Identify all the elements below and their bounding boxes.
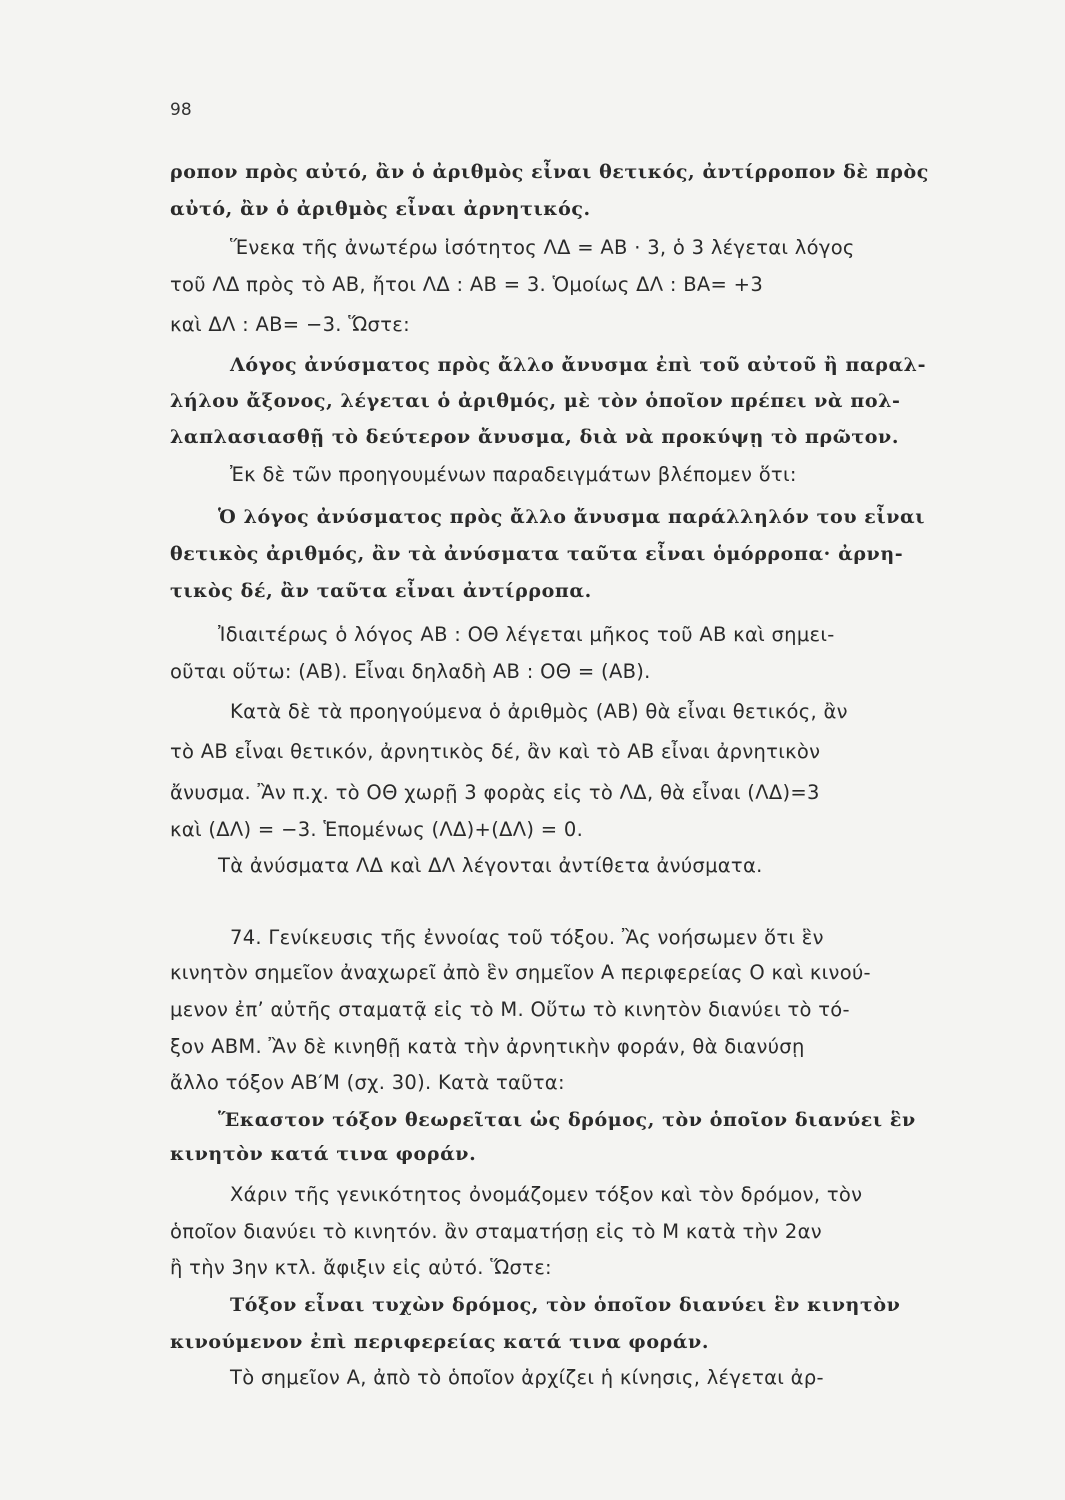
theorem-line: τικὸς δέ, ἂν ταῦτα εἶναι ἀντίρροπα. (170, 580, 592, 602)
section-heading-74: 74. Γενίκευσις τῆς ἐννοίας τοῦ τόξου. Ἂς νοήσωμεν ὅτι ἓν (230, 926, 824, 949)
text-line: αὐτό, ἂν ὁ ἀριθμὸς εἶναι ἀρνητικός. (170, 198, 591, 220)
text-line: ἄνυσμα. Ἂν π.χ. τὸ ΟΘ χωρῇ 3 φορὰς εἰς τὸ ΛΔ, θὰ εἶναι (ΛΔ)=3 (170, 781, 820, 804)
text-line: Ἰδιαιτέρως ὁ λόγος ΑΒ : ΟΘ λέγεται μῆκος τοῦ ΑΒ καὶ σημει- (218, 623, 835, 646)
text-line: καὶ ΔΛ : ΑΒ= −3. Ὥστε: (170, 313, 410, 336)
text-line: οῦται οὕτω: (ΑΒ). Εἶναι δηλαδὴ ΑΒ : ΟΘ = (ΑΒ). (170, 660, 651, 683)
text-line: Κατὰ δὲ τὰ προηγούμενα ὁ ἀριθμὸς (ΑΒ) θὰ εἶναι θετικός, ἂν (230, 700, 848, 723)
text-line: Τὸ σημεῖον Α, ἀπὸ τὸ ὁποῖον ἀρχίζει ἡ κίνησις, λέγεται ἀρ- (230, 1366, 824, 1389)
text-line: Τὰ ἀνύσματα ΛΔ καὶ ΔΛ λέγονται ἀντίθετα ἀνύσματα. (218, 854, 763, 877)
text-line: Ἐκ δὲ τῶν προηγουμένων παραδειγμάτων βλέπομεν ὅτι: (230, 463, 797, 486)
definition-line: Ἕκαστον τόξον θεωρεῖται ὡς δρόμος, τὸν ὁποῖον διανύει ἓν (218, 1109, 916, 1131)
text-line: τὸ ΑΒ εἶναι θετικόν, ἀρνητικὸς δέ, ἂν καὶ τὸ ΑΒ εἶναι ἀρνητικὸν (170, 740, 821, 763)
text-line: ἢ τὴν 3ην κτλ. ἄφιξιν εἰς αὐτό. Ὥστε: (170, 1256, 552, 1279)
definition-line: Τόξον εἶναι τυχὼν δρόμος, τὸν ὁποῖον διανύει ἓν κινητὸν (230, 1294, 901, 1316)
text-line: ἄλλο τόξον ΑΒ′Μ (σχ. 30). Κατὰ ταῦτα: (170, 1071, 565, 1094)
text-line: καὶ (ΔΛ) = −3. Ἑπομένως (ΛΔ)+(ΔΛ) = 0. (170, 818, 584, 841)
text-line: ὁποῖον διανύει τὸ κινητόν. ἂν σταματήσῃ εἰς τὸ Μ κατὰ τὴν 2αν (170, 1220, 822, 1243)
text-line: Ἕνεκα τῆς ἀνωτέρω ἰσότητος ΛΔ = ΑΒ · 3, ὁ 3 λέγεται λόγος (230, 236, 855, 259)
text-line: τοῦ ΛΔ πρὸς τὸ ΑΒ, ἤτοι ΛΔ : ΑΒ = 3. Ὁμοίως ΔΛ : ΒΑ= +3 (170, 273, 764, 296)
text-line: ξον ΑΒΜ. Ἂν δὲ κινηθῇ κατὰ τὴν ἀρνητικὴν φοράν, θὰ διανύσῃ (170, 1035, 805, 1058)
text-line: ροπον πρὸς αὐτό, ἂν ὁ ἀριθμὸς εἶναι θετικός, ἀντίρροπον δὲ πρὸς (170, 161, 929, 183)
theorem-line: Ὁ λόγος ἀνύσματος πρὸς ἄλλο ἄνυσμα παράλληλόν του εἶναι (218, 506, 926, 528)
text-line: μενον ἐπ’ αὐτῆς σταματᾷ εἰς τὸ Μ. Οὕτω τὸ κινητὸν διανύει τὸ τό- (170, 998, 850, 1021)
definition-line: κινητὸν κατά τινα φοράν. (170, 1143, 477, 1165)
definition-line: λαπλασιασθῇ τὸ δεύτερον ἄνυσμα, διὰ νὰ προκύψῃ τὸ πρῶτον. (170, 426, 900, 448)
definition-line: λήλου ἄξονος, λέγεται ὁ ἀριθμός, μὲ τὸν ὁποῖον πρέπει νὰ πολ- (170, 390, 901, 412)
definition-line: Λόγος ἀνύσματος πρὸς ἄλλο ἄνυσμα ἐπὶ τοῦ αὐτοῦ ἢ παραλ- (230, 354, 927, 376)
theorem-line: θετικὸς ἀριθμός, ἂν τὰ ἀνύσματα ταῦτα εἶναι ὁμόρροπα· ἀρνη- (170, 543, 904, 565)
text-line: κινητὸν σημεῖον ἀναχωρεῖ ἀπὸ ἓν σημεῖον Α περιφερείας Ο καὶ κινού- (170, 961, 871, 984)
text-line: Χάριν τῆς γενικότητος ὀνομάζομεν τόξον καὶ τὸν δρόμον, τὸν (230, 1183, 863, 1206)
page-number: 98 (170, 100, 192, 120)
definition-line: κινούμενον ἐπὶ περιφερείας κατά τινα φοράν. (170, 1331, 710, 1353)
